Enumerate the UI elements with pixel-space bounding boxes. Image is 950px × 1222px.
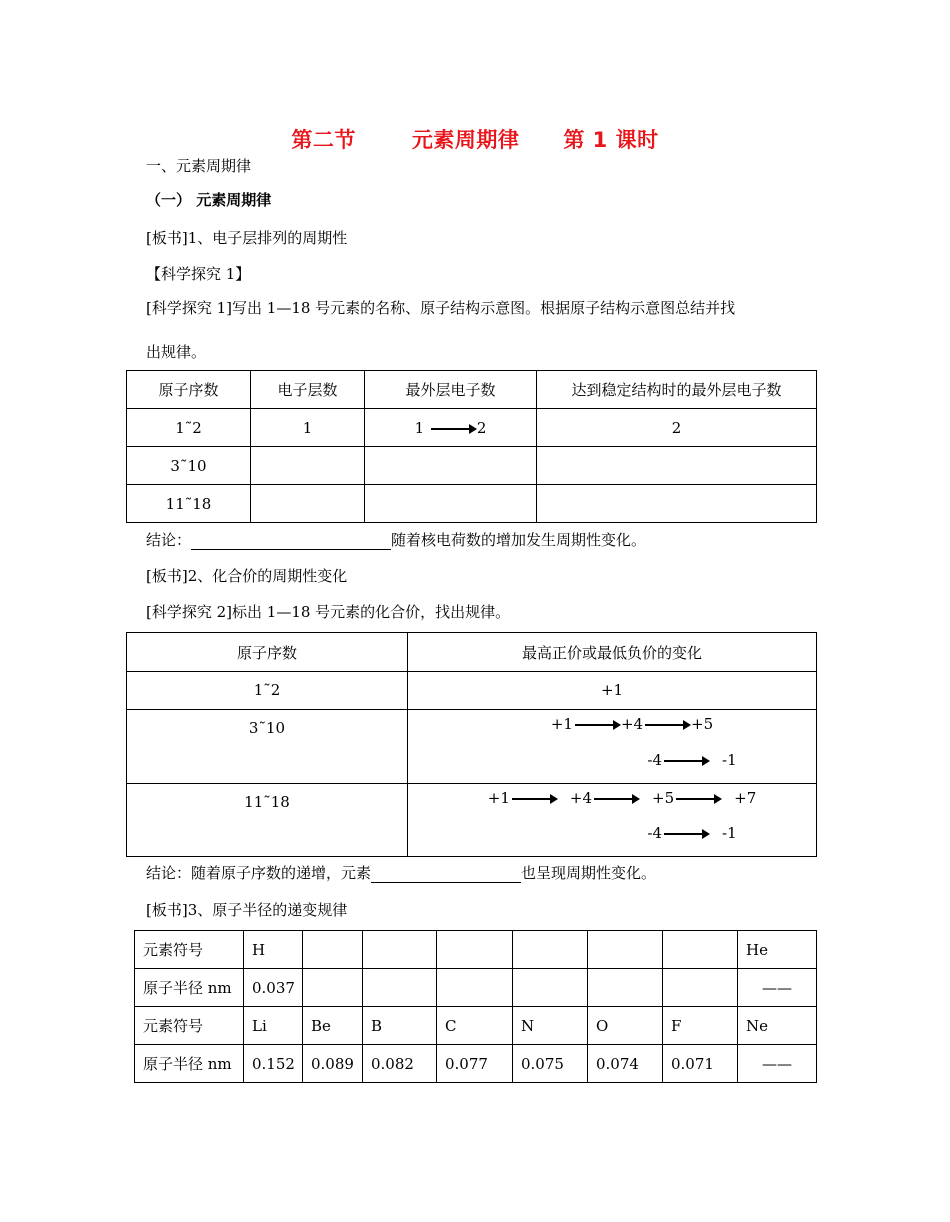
table-cell <box>363 931 437 969</box>
table-row <box>127 784 817 857</box>
page-title <box>0 124 950 154</box>
table-cell: O <box>588 1007 663 1045</box>
right-arrow-icon <box>664 760 708 762</box>
row-label-cell: 元素符号 <box>135 1007 244 1045</box>
range-cell: 3˜10 <box>127 710 408 784</box>
conclusion-1-suffix: 随着核电荷数的增加发生周期性变化。 <box>391 531 647 549</box>
table-cell: 0.071 <box>663 1045 738 1083</box>
valence-table <box>126 632 817 857</box>
right-arrow-icon <box>575 724 619 726</box>
table-cell: 0.089 <box>303 1045 363 1083</box>
valence-value: +5 <box>652 789 675 807</box>
right-arrow-icon <box>512 798 556 800</box>
right-arrow-icon <box>431 428 475 430</box>
heading-1: 一、元素周期律 <box>146 157 252 175</box>
valence-value: +5 <box>691 715 714 733</box>
valence-sequence-low <box>408 824 896 842</box>
stable-cell <box>537 485 817 523</box>
table-cell <box>437 969 513 1007</box>
row-label-cell: 原子半径 nm <box>135 1045 244 1083</box>
range-cell: 1˜2 <box>127 672 408 710</box>
valence-sequence-low <box>408 751 896 769</box>
table-cell: 0.037 <box>244 969 303 1007</box>
valence-value: -4 <box>647 751 662 769</box>
table-cell <box>303 931 363 969</box>
valence-sequence-high <box>408 715 836 733</box>
table-row <box>127 710 817 784</box>
range-cell: 1˜2 <box>127 409 251 447</box>
outer-to: 2 <box>476 418 487 437</box>
row-label-cell: 元素符号 <box>135 931 244 969</box>
valence-cell <box>408 710 817 784</box>
valence-value: -4 <box>647 824 662 842</box>
table-cell <box>663 969 738 1007</box>
layers-cell <box>251 485 365 523</box>
table-cell: He <box>738 931 817 969</box>
valence-value: -1 <box>722 751 737 769</box>
valence-value: +1 <box>600 681 624 699</box>
row-label-cell: 原子半径 nm <box>135 969 244 1007</box>
title-topic: 元素周期律 <box>411 128 520 152</box>
layers-cell <box>251 447 365 485</box>
conclusion-2-prefix: 结论：随着原子序数的递增，元素 <box>146 864 372 882</box>
outer-electrons-cell <box>365 447 537 485</box>
valence-sequence-high <box>408 789 826 807</box>
header-cell: 最高正价或最低负价的变化 <box>408 633 817 672</box>
valence-value: +7 <box>734 789 757 807</box>
table-cell: Li <box>244 1007 303 1045</box>
table-cell: N <box>513 1007 588 1045</box>
right-arrow-icon <box>664 833 708 835</box>
range-cell: 11˜18 <box>127 485 251 523</box>
conclusion-2 <box>146 862 656 883</box>
table-cell: 0.075 <box>513 1045 588 1083</box>
fill-in-blank[interactable] <box>191 532 391 550</box>
explore-1-label: 【科学探究 1】 <box>146 265 251 283</box>
right-arrow-icon <box>645 724 689 726</box>
header-cell: 最外层电子数 <box>365 371 537 409</box>
title-lesson: 第 1 课时 <box>563 128 659 152</box>
table-cell <box>513 931 588 969</box>
range-cell: 11˜18 <box>127 784 408 857</box>
board-note-1: [板书]1、电子层排列的周期性 <box>146 229 348 247</box>
table-cell: 0.077 <box>437 1045 513 1083</box>
table-cell <box>588 969 663 1007</box>
header-cell: 原子序数 <box>127 371 251 409</box>
outer-electrons-cell <box>365 485 537 523</box>
table-cell <box>437 931 513 969</box>
valence-value: +1 <box>550 715 573 733</box>
table-row <box>127 409 817 447</box>
right-arrow-icon <box>676 798 720 800</box>
table-cell: 0.152 <box>244 1045 303 1083</box>
title-section: 第二节 <box>291 128 356 152</box>
valence-value: +4 <box>569 789 592 807</box>
range-cell: 3˜10 <box>127 447 251 485</box>
table-cell: Be <box>303 1007 363 1045</box>
valence-cell <box>408 784 817 857</box>
table-cell <box>663 931 738 969</box>
table-header-row <box>127 371 817 409</box>
table-row <box>135 1045 817 1083</box>
fill-in-blank[interactable] <box>371 865 521 883</box>
conclusion-1 <box>146 529 646 550</box>
conclusion-1-prefix: 结论： <box>146 531 192 549</box>
table-row <box>127 447 817 485</box>
table-cell <box>588 931 663 969</box>
table-cell <box>513 969 588 1007</box>
electron-layer-table <box>126 370 817 523</box>
header-cell: 电子层数 <box>251 371 365 409</box>
conclusion-2-suffix: 也呈现周期性变化。 <box>521 864 657 882</box>
table-cell: 0.074 <box>588 1045 663 1083</box>
outer-electrons-cell <box>365 409 537 447</box>
valence-value: -1 <box>722 824 737 842</box>
valence-value: +4 <box>620 715 644 733</box>
header-cell: 原子序数 <box>127 633 408 672</box>
table-cell: H <box>244 931 303 969</box>
board-note-3: [板书]3、原子半径的递变规律 <box>146 901 348 919</box>
table-cell: B <box>363 1007 437 1045</box>
board-note-2: [板书]2、化合价的周期性变化 <box>146 567 348 585</box>
table-row <box>135 1007 817 1045</box>
table-cell <box>303 969 363 1007</box>
layers-cell: 1 <box>251 409 365 447</box>
heading-2: （一） 元素周期律 <box>146 191 272 209</box>
stable-cell <box>537 447 817 485</box>
table-cell: 0.082 <box>363 1045 437 1083</box>
table-cell: F <box>663 1007 738 1045</box>
table-cell: —— <box>738 1045 817 1083</box>
right-arrow-icon <box>594 798 638 800</box>
table-header-row <box>127 633 817 672</box>
stable-cell: 2 <box>537 409 817 447</box>
table-row <box>127 672 817 710</box>
table-row <box>135 969 817 1007</box>
atomic-radius-table <box>134 930 817 1083</box>
explore-2-text: [科学探究 2]标出 1—18 号元素的化合价，找出规律。 <box>146 603 511 621</box>
table-cell <box>363 969 437 1007</box>
table-row <box>127 485 817 523</box>
explore-1-text-line2: 出规律。 <box>146 343 207 361</box>
table-cell: C <box>437 1007 513 1045</box>
header-cell: 达到稳定结构时的最外层电子数 <box>537 371 817 409</box>
valence-cell <box>408 672 817 710</box>
outer-from: 1 <box>414 418 425 437</box>
table-cell: Ne <box>738 1007 817 1045</box>
valence-value: +1 <box>487 789 510 807</box>
table-row <box>135 931 817 969</box>
explore-1-text-line1: [科学探究 1]写出 1—18 号元素的名称、原子结构示意图。根据原子结构示意图总结并找 <box>146 299 736 317</box>
table-cell: —— <box>738 969 817 1007</box>
